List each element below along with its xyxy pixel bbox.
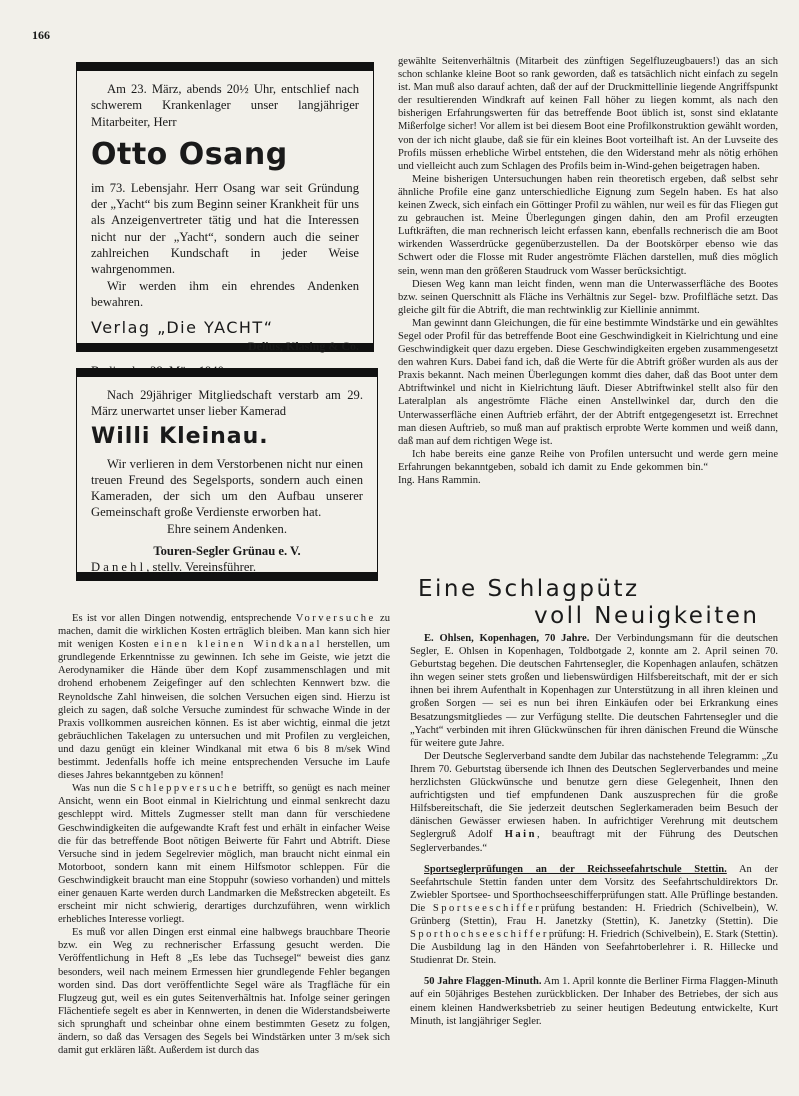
article-paragraph: Meine bisherigen Untersuchungen haben rein theoretisch ergeben, daß selbst sehr ähnliche Profile eine ganz unterschiedliche Eignung zum Segeln haben. Es hat also keinen Zweck, sich einfach ein Göttinger Profil zu wählen, nur weil es für das Fliegen gut zu gebrauchen ist. Meine Überlegungen gingen dahin, den am Profil erzeugten Luftkräften, die man rechnerisch leicht erfassen kann, ebenfalls rechnerisch die am Boot wirkenden Wasserdrücke gegenüberzustellen. Da der Bootskörper ebenso wie das Schwert oder die Flosse mit Ruder angeströmte Flächen darstellen, muß dies möglich sein, wenn man den größeren Staudruck vom Wasser berücksichtigt. [398,173,778,277]
news-item-ohlsen-telegram: Der Deutsche Seglerverband sandte dem Jubilar das nachstehende Telegramm: „Zu Ihrem 70. Geburtstag übersende ich Ihnen des Deutschen Seglerverbandes und meine herzlichsten Glückwünsche und benutze gern diese Gelegenheit, Ihnen den aufrichtigsten und tief empfundenen Dank auszusprechen für die große Hilfsbereitschaft, die Sie jederzeit deutschen Seglerkameraden beim Besuch der dänischen Gewässer erwiesen haben. In aufrichtiger Verehrung mit deutschem Seglergruß Adolf Hain, beauftragt mit der Führung des Deutschen Seglerverbandes.“ [410,750,778,854]
article-paragraph: Diesen Weg kann man leicht finden, wenn man die Unterwasserfläche des Bootes bzw. seinen Querschnitt als Fläche ins Verhältnis zur Segel- bzw. Profilfläche setzt. Das gleiche gilt für die Abtrift, die man rechtwinklig zur Kiellinie annimmt. [398,278,778,316]
obituary-body: Wir verlieren in dem Verstorbenen nicht nur einen treuen Freund des Segelsports, sondern auch einen Kameraden, der sich um den Aufbau unserer Gemeinschaft große Verdienste erworben hat. [91,456,363,520]
article-paragraph: gewählte Seitenverhältnis (Mitarbeit des zünftigen Segelfluzeugbauers!) das an sich schon schlanke kleine Boot so rank geworden, daß es tatsächlich nicht einfach zu segeln ist. Man muß also darauf achten, daß der auf der Druckmittellinie liegende Angriffspunkt der resultierenden Windkraft auf keinen Fall höher zu liegen kommt, als nach den bisherigen Erfahrungswerten für das betreffende Boot üblich ist, sonst sind eklatante Mißerfolge sicher! Vor allem ist bei diesem Boot eine Profilkonstruktion gewählt worden, von der ich nicht glaube, daß sie für ein kleines Boot vorteilhaft ist. An der Luvseite des Profils müssen erhebliche Wirbel entstehen, die den Widerstand mehr als nötig erhöhen und vielleicht auch zum Schlagen des Profils beim in-Wind-gehen beigetragen haben. [398,56,778,172]
emphasis: Sportseeschiffer [432,902,542,914]
news-item-flaggen-minuth: 50 Jahre Flaggen-Minuth. Am 1. April konnte die Berliner Firma Flaggen-Minuth auf ein 50jähriges Bestehen zurückblicken. Der Inhaber des Betriebes, der sich aus einem kleinen Handwerksbetrieb zu seiner heutigen Bedeutung entwickelte, Kurt Minuth, ist langjähriger Segler. [410,976,778,1027]
obituary-body: im 73. Lebensjahr. Herr Osang war seit Gründung der „Yacht“ bis zum Beginn seiner Krankheit für uns als Anzeigenvertreter tätig und hat die Interessen nicht nur der „Yacht“, sondern auch die seiner zahlreichen Kundschaft in jeder Weise wahrgenommen. [91,180,359,277]
emphasis: Hain [504,829,537,841]
article-paragraph: Ich habe bereits eine ganze Reihe von Profilen untersucht und werde gern meine Erfahrungen bekanntgeben, sobald ich damit zu Ende gekommen bin.“Ing. Hans Rammin. [398,448,778,486]
emphasis: Sporthochseeschiffer [410,929,549,941]
obituary-name: Willi Kleinau. [91,423,269,449]
article-right-column [398,55,778,487]
news-headline-line2: voll Neuigkeiten [534,603,760,629]
news-item-title: E. Ohlsen, Kopenhagen, 70 Jahre. [424,633,590,644]
obituary-intro: Am 23. März, abends 20½ Uhr, entschlief nach schwerem Krankenlager unser langjähriger Mitarbeiter, Herr [91,82,359,129]
news-item-ohlsen: E. Ohlsen, Kopenhagen, 70 Jahre. Der Verbindungsmann für die deutschen Segler, E. Ohlsen in Kopenhagen, Toldbotgade 2, konnte am 2. April seinen 70. Geburtstag begehen. Die deutschen Fahrtensegler, die Kopenhagen anlaufen, schätzen ihn wegen seiner stets großen und liebenswürdigen Hilfsbereitschaft, mit der er sich ihnen bei ihrem Aufenthalt in Kopenhagen zur Unterstützung in all ihren kleinen und großen Sorgen — sei es nun bei ihren Einkäufen oder bei Erkrankung eines Besatzungsmitgliedes — zur Verfügung stellte. Die deutschen Fahrtensegler und die „Yacht“ verbinden mit ihren Glückwünschen für ihren dänischen Freund die Wünsche für weitere gute Jahre. [410,633,779,749]
obituary-publisher: Verlag „Die YACHT“ [91,318,274,338]
article-paragraph: Man gewinnt dann Gleichungen, die für eine bestimmte Windstärke und ein gewähltes Segel oder Profil für das betreffende Boot eine Geschwindigkeit in Kielrichtung und eine Geschwindigkeit quer dazu ergeben. Diese Geschwindigkeiten ergeben zusammengesetzt den wahren Kurs. Dabei fand ich, daß die Werte für die Abtrift größer wurden als aus der Praxis bekannt. Nach meinen Überlegungen kommt dies daher, daß das Boot unter dem Abtriftwinkel und nicht in Kielrichtung läuft. Dieser Abtriftwinkel stellt also für den Lateralplan als angeströmte Fläche einen Anstellwinkel dar, durch den die Unterwasserfläche einen Auftrieb erfährt, der der Abtrift entgegengesetzt ist. Errechnet man diesen Auftrieb, so muß man auf praktisch erprobte Werte kommen und weiß dann, daß man auf dem richtigen Wege ist. [398,317,778,447]
obituary-otto-osang [76,62,374,378]
article-left-column [58,612,390,1057]
obituary-intro: Nach 29jähriger Mitgliedschaft verstarb am 29. März unerwartet unser lieber Kamerad [91,388,363,419]
obituary-signer: D a n e h l , stellv. Vereinsführer. [91,560,257,575]
article-paragraph: Es muß vor allen Dingen erst einmal eine halbwegs brauchbare Theorie bzw. ein Weg zu rechnerischer Erfassung gesucht werden. Die Veröffentlichung in Heft 8 „Es lebe das Tuchsegel“ beweist dies ganz besonders, weil nach meinem Ermessen hier grundlegende Fehler begangen worden sind. Das dort veröffentlichte Segel wäre als Tragfläche für ein Flugzeug gut, weil es ein gutes Seitenverhältnis hat. Infolge seiner geringen Flächentiefe segelt es aber in Kennwerten, in denen die Widerstandsbeiwerte sich sprunghaft und scheinbar ohne einem bestimmten Gesetz zu folgen, ändern, so daß das Versagen des Segels bei Windstärken unter 3 m/sek sich damit gut erklären läßt. Außerdem ist durch das [58,927,390,1057]
obituary-closing: Ehre seinem Andenken. [167,521,287,536]
article-signature: Ing. Hans Rammin. [398,475,481,486]
emphasis: Schleppversuche [130,783,240,795]
emphasis: Vorversuche [295,613,376,624]
news-item-stettin: Sportseglerprüfungen an der Reichsseefahrtschule Stettin. An der Seefahrtschule Stettin fanden unter dem Vorsitz des Seefahrtschuldirektors Dr. Zwiebler Sportsee- und Sporthochseeschifferprüfungen statt. Alle Prüflinge bestanden. Die Sportseeschifferprüfung bestanden: H. Friedrich (Schivelbein), W. Grünberg (Stettin), Frau H. Janetzky (Stettin), K. Janetzky (Stettin). Die Sporthochseeschifferprüfung: H. Friedrich (Schivelbein), E. Stark (Stettin). Die Ausbildung lag in den Händen von Seefahrtoberlehrer i. R. Hillecke und Studienrat Dr. Stein. [410,863,778,967]
obituary-name: Otto Osang [91,136,288,172]
page-number: 166 [32,28,50,42]
news-column [410,632,778,1028]
news-headline-line1: Eine Schlagpütz [418,576,640,602]
obituary-publisher-sub: Delius, Klasing & Co. [247,339,359,354]
article-paragraph: Was nun die Schleppversuche betrifft, so genügt es nach meiner Ansicht, wenn ein Boot einmal in Kielrichtung und einmal senkrecht dazu geschleppt wird. Mittels Zugmesser stellt man dann für verschiedene Geschwindigkeiten die aufgewandte Kraft fest und erhält in einfacher Weise die für das betreffende Boot nötigen Beiwerte für Fahrt und Abtrift. Diese Versuche sind in jedem Segelrevier möglich, man braucht nicht einmal ein Motorboot, sondern kann mit einem Hilfsmotor schleppen. Für die Geschwindigkeit braucht man eine Stoppuhr (sowieso vorhanden) und mittels einer genauen Karte werden durch Landmarken die Meßstrecken abgeteilt. Es erscheint mir nicht schwierig, derartiges durchzuführen, wenn wirklich erhebliches Interesse vorliegt. [58,783,391,926]
news-item-title: 50 Jahre Flaggen-Minuth. [424,976,542,988]
news-item-title: Sportseglerprüfungen an der Reichsseefahrtschule Stettin. [424,863,727,875]
obituary-club: Touren-Segler Grünau e. V. [153,544,301,559]
obituary-willi-kleinau [76,368,378,581]
obituary-closing: Wir werden ihm ein ehrendes Andenken bewahren. [91,278,359,309]
article-paragraph: Es ist vor allen Dingen notwendig, entsprechende Vorversuche zu machen, damit die wirklichen Kosten erträglich bleiben. Man kann sich hier mit wenigen Kosten einen kleinen Windkanal herstellen, um grundlegende Erkenntnisse zu gewinnen. Ich sehe im Geiste, wie jetzt die Aerodynamiker die Hände über dem Kopf zusammenschlagen und mit drohend erhobenem Zeigefinger auf den schlechten Kennwert bzw. die Reynoldsche Zahl hinweisen, die solchen Versuchen eigen sind. Hierzu ist gleich zu sagen, daß solche Versuche zumindest für schwache Winde in der Praxis vollkommen ausreichen können. Es ist aber wichtig, einmal die jetzt gebräuchlichen Takelagen zu untersuchen und mit Profilen zu vergleichen, und dazu genügt ein kleiner Windkanal mit etwa 6 bis 8 m/sek Wind bestimmt. Jedenfalls hoffe ich meine entsprechenden Versuche im Laufe dieses Jahres bekanntgeben zu können! [58,613,391,782]
obituary-date: Berlin, den 28. März 1940. [91,363,228,378]
emphasis: einen kleinen Windkanal [154,639,322,651]
